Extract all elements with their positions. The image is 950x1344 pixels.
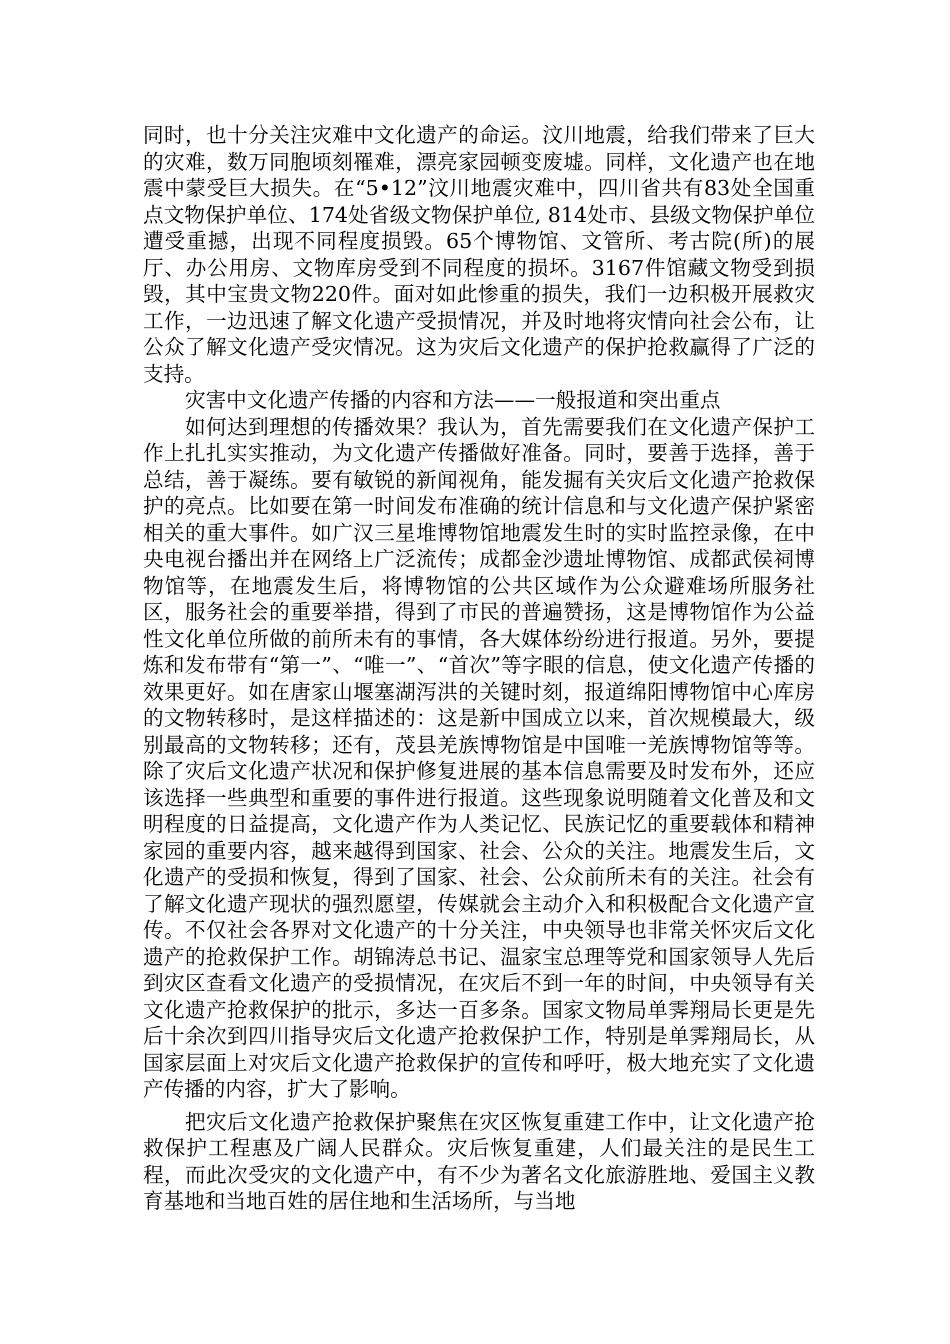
section-heading: 灾害中文化遗产传播的内容和方法——一般报道和突出重点 (185, 388, 721, 412)
paragraph-reconstruction: 把灾后文化遗产抢救保护聚焦在灾区恢复重建工作中，让文化遗产抢救保护工程惠及广阔人民群众。灾后恢复重建，人们最关注的是民生工程，而此次受灾的文化遗产中，有不少为著名文化旅游胜地、爱国主义教育基地和当地百姓的居住地和生活场所，与当地 (143, 1109, 815, 1213)
paragraph-dissemination-methods: 如何达到理想的传播效果？我认为，首先需要我们在文化遗产保护工作上扎扎实实推动，为文化遗产传播做好准备。同时，要善于选择，善于总结，善于凝练。要有敏锐的新闻视角，能发掘有关灾后文化遗产抢救保护的亮点。比如要在第一时间发布准确的统计信息和与文化遗产保护紧密相关的重大事件。如广汉三星堆博物馆地震发生时的实时监控录像，在中央电视台播出并在网络上广泛流传；成都金沙遗址博物馆、成都武侯祠博物馆等，在地震发生后，将博物馆的公共区域作为公众避难场所服务社区，服务社会的重要举措，得到了市民的普遍赞扬，这是博物馆作为公益性文化单位所做的前所未有的事情，各大媒体纷纷进行报道。另外，要提炼和发布带有“第一”、“唯一”、“首次”等字眼的信息，使文化遗产传播的效果更好。如在唐家山堰塞湖泻洪的关键时刻，报道绵阳博物馆中心库房的文物转移时，是这样描述的：这是新中国成立以来，首次规模最大，级别最高的文物转移；还有，茂县羌族博物馆是中国唯一羌族博物馆等等。除了灾后文化遗产状况和保护修复进展的基本信息需要及时发布外，还应该选择一些典型和重要的事件进行报道。这些现象说明随着文化普及和文明程度的日益提高，文化遗产作为人类记忆、民族记忆的重要载体和精神家园的重要内容，越来越得到国家、社会、公众的关注。地震发生后，文化遗产的受损和恢复，得到了国家、社会、公众前所未有的关注。社会有了解文化遗产现状的强烈愿望，传媒就会主动介入和积极配合文化遗产宣传。不仅社会各界对文化遗产的十分关注，中央领导也非常关怀灾后文化遗产的抢救保护工作。胡锦涛总书记、温家宝总理等党和国家领导人先后到灾区查看文化遗产的受损情况，在灾后不到一年的时间，中央领导有关文化遗产抢救保护的批示，多达一百多条。国家文物局单霁翔局长更是先后十余次到四川指导灾后文化遗产抢救保护工作，特别是单霁翔局长，从国家层面上对灾后文化遗产抢救保护的宣传和呼吁，极大地充实了文化遗产传播的内容，扩大了影响。 (143, 414, 815, 1101)
paragraph-disaster-losses: 同时，也十分关注灾难中文化遗产的命运。汶川地震，给我们带来了巨大的灾难，数万同胞顷刻罹难，漂亮家园顿变废墟。同样，文化遗产也在地震中蒙受巨大损失。在“5•12”汶川地震灾难中，四川省共有83处全国重点文物保护单位、174处省级文物保护单位, 814处市、县级文物保护单位遭受重撼，出现不同程度损毁。65个博物馆、文管所、考古院(所)的展厅、办公用房、文物库房受到不同程度的损坏。3167件馆藏文物受到损毁，其中宝贵文物220件。面对如此惨重的损失，我们一边积极开展救灾工作，一边迅速了解文化遗产受损情况，并及时地将灾情向社会公布，让公众了解文化遗产受灾情况。这为灾后文化遗产的保护抢救赢得了广泛的支持。 (143, 123, 815, 386)
document-page (143, 122, 815, 1215)
